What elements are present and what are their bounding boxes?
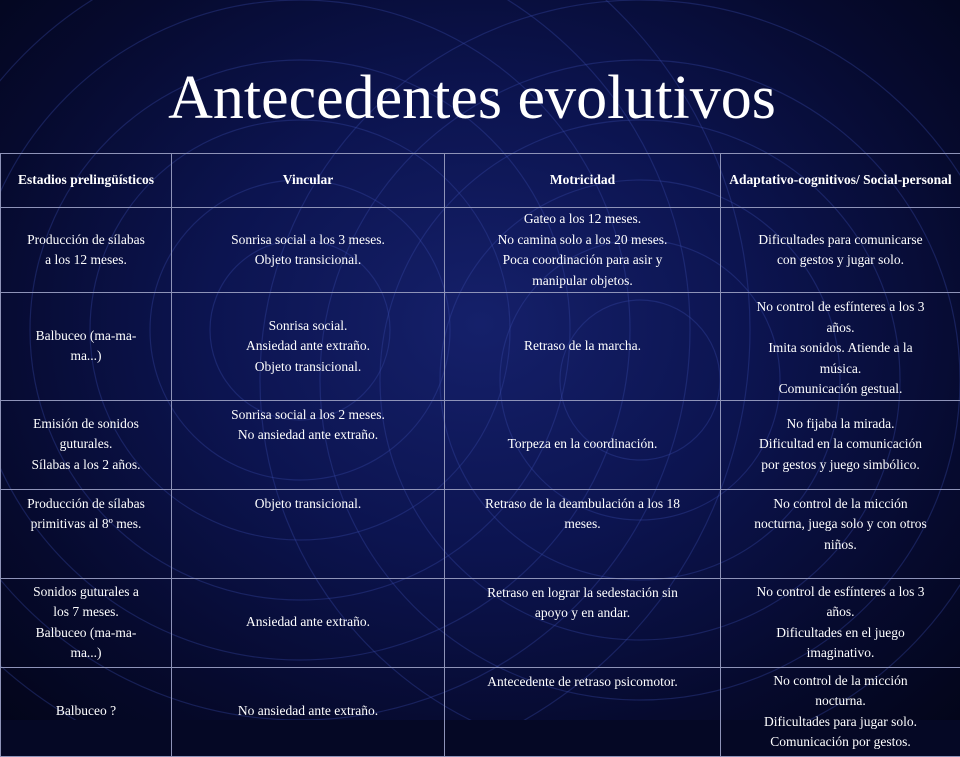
- table-cell: Sonrisa social a los 2 meses. No ansiedad ante extraño.: [172, 400, 445, 489]
- table-cell: Gateo a los 12 meses. No camina solo a los 20 meses. Poca coordinación para asir y manipular objetos.: [445, 208, 721, 293]
- table-cell: Retraso de la marcha.: [445, 293, 721, 401]
- column-header-motricidad: Motricidad: [445, 154, 721, 208]
- slide-title: Antecedentes evolutivos: [0, 58, 944, 138]
- table-cell: Antecedente de retraso psicomotor.: [445, 667, 721, 756]
- table-cell: Ansiedad ante extraño.: [172, 578, 445, 667]
- table-cell: Objeto transicional.: [172, 489, 445, 578]
- table-cell: Sonrisa social. Ansiedad ante extraño. Objeto transicional.: [172, 293, 445, 401]
- table-cell: Sonidos guturales a los 7 meses. Balbuceo (ma-ma- ma...): [1, 578, 172, 667]
- table-cell: Sonrisa social a los 3 meses. Objeto transicional.: [172, 208, 445, 293]
- table-cell: Dificultades para comunicarse con gestos y jugar solo.: [721, 208, 960, 293]
- table-cell: Retraso en lograr la sedestación sin apoyo y en andar.: [445, 578, 721, 667]
- table-cell: Producción de sílabas a los 12 meses.: [1, 208, 172, 293]
- table-cell: Balbuceo ?: [1, 667, 172, 756]
- table-cell: No control de la micción nocturna. Dificultades para jugar solo. Comunicación por gestos.: [721, 667, 960, 756]
- table-cell: Retraso de la deambulación a los 18 meses.: [445, 489, 721, 578]
- table-row: [1, 293, 960, 401]
- table-cell: No ansiedad ante extraño.: [172, 667, 445, 756]
- table-header-row: [1, 154, 960, 208]
- table-row: [1, 667, 960, 756]
- table-cell: No fijaba la mirada. Dificultad en la comunicación por gestos y juego simbólico.: [721, 400, 960, 489]
- table-cell: Producción de sílabas primitivas al 8º mes.: [1, 489, 172, 578]
- table-row: [1, 400, 960, 489]
- table-cell: No control de esfínteres a los 3 años. Imita sonidos. Atiende a la música. Comunicación gestual.: [721, 293, 960, 401]
- table-cell: Emisión de sonidos guturales. Sílabas a los 2 años.: [1, 400, 172, 489]
- column-header-vincular: Vincular: [172, 154, 445, 208]
- table-cell: No control de la micción nocturna, juega solo y con otros niños.: [721, 489, 960, 578]
- table-cell: Balbuceo (ma-ma- ma...): [1, 293, 172, 401]
- table-cell: No control de esfínteres a los 3 años. Dificultades en el juego imaginativo.: [721, 578, 960, 667]
- table-row: [1, 578, 960, 667]
- development-table: [0, 153, 960, 757]
- column-header-adaptativo: Adaptativo-cognitivos/ Social-personal: [721, 154, 960, 208]
- table-cell: Torpeza en la coordinación.: [445, 400, 721, 489]
- table-row: [1, 489, 960, 578]
- table-row: [1, 208, 960, 293]
- column-header-estadios: Estadios prelingüísticos: [1, 154, 172, 208]
